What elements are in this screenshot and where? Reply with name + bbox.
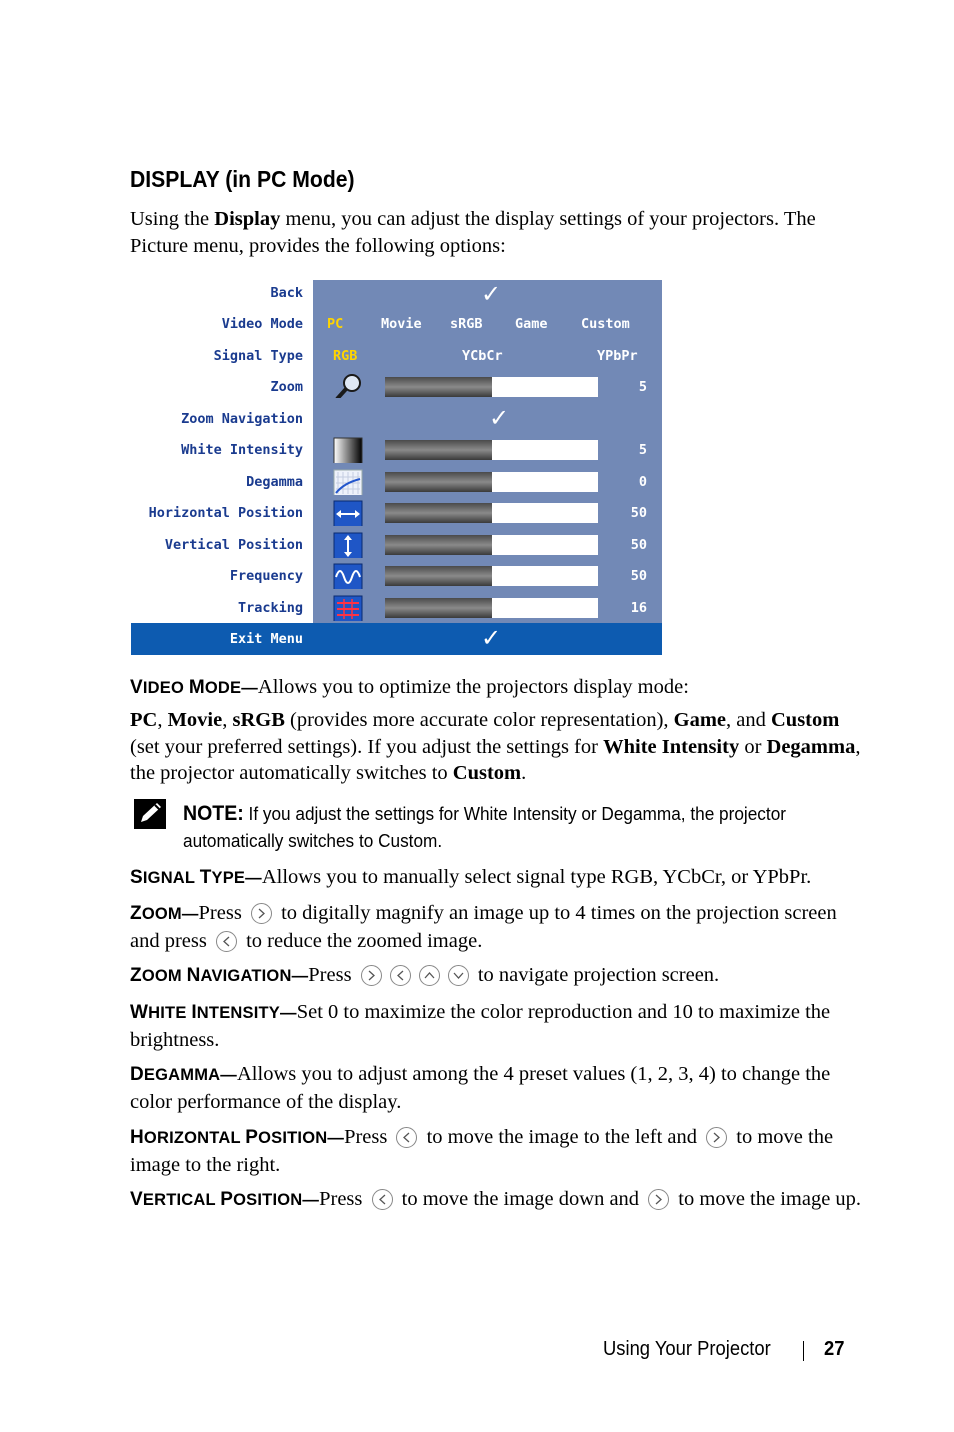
osd-label-vertical-position[interactable]: Vertical Position <box>164 537 303 553</box>
zoom-slider-fill <box>385 377 492 397</box>
signal-type-section: SIGNAL TYPE—Allows you to manually select signal type RGB, YCbCr, or YPbPr. <box>130 866 812 888</box>
down-arrow-button-icon <box>448 965 469 986</box>
degamma-slider-fill <box>385 472 492 492</box>
osd-label-horizontal-position[interactable]: Horizontal Position <box>148 505 303 521</box>
vertical-position-icon <box>332 532 364 558</box>
horizontal-position-slider[interactable] <box>385 503 598 523</box>
note-pencil-icon <box>133 798 167 830</box>
magnifier-icon <box>332 372 364 398</box>
horizontal-position-value: 50 <box>630 505 647 521</box>
zoom-navigation-term: ZOOM NAVIGATION— <box>130 965 309 986</box>
footer-section-title: Using Your Projector <box>603 1338 771 1360</box>
osd-zoom-nav-check-icon: ✓ <box>489 404 510 432</box>
horizontal-position-icon <box>332 500 364 526</box>
vertical-position-section: VERTICAL POSITION—Press to move the image down and to move the image up. <box>130 1188 862 1210</box>
note-callout: NOTE: If you adjust the settings for White Intensity or Degamma, the projector automatically switches to Custom. <box>183 802 787 851</box>
vertical-position-slider-fill <box>385 535 492 555</box>
osd-label-back[interactable]: Back <box>270 285 303 301</box>
white-intensity-term: WHITE INTENSITY— <box>130 1002 297 1023</box>
horizontal-position-slider-fill <box>385 503 492 523</box>
osd-option-movie[interactable]: Movie <box>381 316 422 332</box>
degamma-section: DEGAMMA—Allows you to adjust among the 4 preset values (1, 2, 3, 4) to change the color performance of the display. <box>130 1063 831 1113</box>
osd-label-frequency[interactable]: Frequency <box>229 568 303 584</box>
left-arrow-button-icon <box>372 1189 393 1210</box>
intro-paragraph: Using the Display menu, you can adjust the display settings of your projectors. The Picture menu, provides the following options: <box>130 208 816 257</box>
degamma-value: 0 <box>638 474 647 490</box>
tracking-value: 16 <box>630 600 647 616</box>
left-arrow-button-icon <box>216 931 237 952</box>
osd-label-tracking[interactable]: Tracking <box>237 600 303 616</box>
osd-option-pc[interactable]: PC <box>327 316 344 332</box>
up-arrow-button-icon <box>419 965 440 986</box>
white-intensity-slider[interactable] <box>385 440 598 460</box>
osd-label-zoom[interactable]: Zoom <box>270 379 303 395</box>
horizontal-position-section: HORIZONTAL POSITION—Press to move the image to the left and to move the image to the right. <box>130 1126 834 1176</box>
white-intensity-section: WHITE INTENSITY—Set 0 to maximize the color reproduction and 10 to maximize the brightness. <box>130 1001 831 1051</box>
osd-option-game[interactable]: Game <box>515 316 548 332</box>
footer-divider <box>803 1341 804 1361</box>
right-arrow-button-icon <box>648 1189 669 1210</box>
right-arrow-button-icon <box>361 965 382 986</box>
frequency-slider[interactable] <box>385 566 598 586</box>
vertical-position-slider[interactable] <box>385 535 598 555</box>
left-arrow-button-icon <box>396 1127 417 1148</box>
white-intensity-slider-fill <box>385 440 492 460</box>
frequency-icon <box>332 563 364 589</box>
video-mode-options-paragraph: PC, Movie, sRGB (provides more accurate color representation), Game, and Custom (set your preferred settings). If you adjust the settings for White Intensity or Degamma, the projector automatically switches to Custom. <box>130 709 861 784</box>
right-arrow-button-icon <box>706 1127 727 1148</box>
tracking-icon <box>332 595 364 621</box>
tracking-slider[interactable] <box>385 598 598 618</box>
page-title: DISPLAY (in PC Mode) <box>130 166 355 192</box>
osd-label-signal-type[interactable]: Signal Type <box>213 348 303 364</box>
degamma-slider[interactable] <box>385 472 598 492</box>
frequency-value: 50 <box>630 568 647 584</box>
zoom-slider[interactable] <box>385 377 598 397</box>
horizontal-position-term: HORIZONTAL POSITION— <box>130 1127 345 1148</box>
zoom-term: ZOOM— <box>130 903 199 924</box>
right-arrow-button-icon <box>251 903 272 924</box>
osd-exit-bar[interactable] <box>131 623 662 655</box>
degamma-term: DEGAMMA— <box>130 1064 237 1085</box>
video-mode-section: VIDEO MODE—Allows you to optimize the projectors display mode: <box>130 676 689 698</box>
osd-option-rgb[interactable]: RGB <box>333 348 358 364</box>
osd-label-zoom-navigation[interactable]: Zoom Navigation <box>181 411 303 427</box>
osd-label-video-mode[interactable]: Video Mode <box>221 316 303 332</box>
degamma-icon <box>332 469 364 495</box>
frequency-slider-fill <box>385 566 492 586</box>
osd-label-white-intensity[interactable]: White Intensity <box>181 442 303 458</box>
white-intensity-icon <box>332 437 364 463</box>
osd-option-custom[interactable]: Custom <box>581 316 630 332</box>
left-arrow-button-icon <box>390 965 411 986</box>
white-intensity-value: 5 <box>638 442 647 458</box>
osd-label-degamma[interactable]: Degamma <box>246 474 303 490</box>
zoom-value: 5 <box>638 379 647 395</box>
vertical-position-value: 50 <box>630 537 647 553</box>
osd-exit-check-icon: ✓ <box>481 624 502 652</box>
osd-option-ypbpr[interactable]: YPbPr <box>597 348 638 364</box>
display-menu-osd <box>131 280 662 655</box>
video-mode-term: VIDEO MODE— <box>130 677 258 698</box>
osd-label-exit-menu[interactable]: Exit Menu <box>229 631 303 647</box>
osd-back-check-icon: ✓ <box>481 280 502 308</box>
tracking-slider-fill <box>385 598 492 618</box>
page-number: 27 <box>824 1338 845 1360</box>
osd-option-srgb[interactable]: sRGB <box>450 316 483 332</box>
vertical-position-term: VERTICAL POSITION— <box>130 1189 320 1210</box>
zoom-navigation-section: ZOOM NAVIGATION—Press to navigate projection screen. <box>130 964 720 986</box>
osd-option-ycbcr[interactable]: YCbCr <box>462 348 503 364</box>
signal-type-term: SIGNAL TYPE— <box>130 867 262 888</box>
zoom-section: ZOOM—Press to digitally magnify an image up to 4 times on the projection screen and press to reduce the zoomed image. <box>130 902 837 952</box>
